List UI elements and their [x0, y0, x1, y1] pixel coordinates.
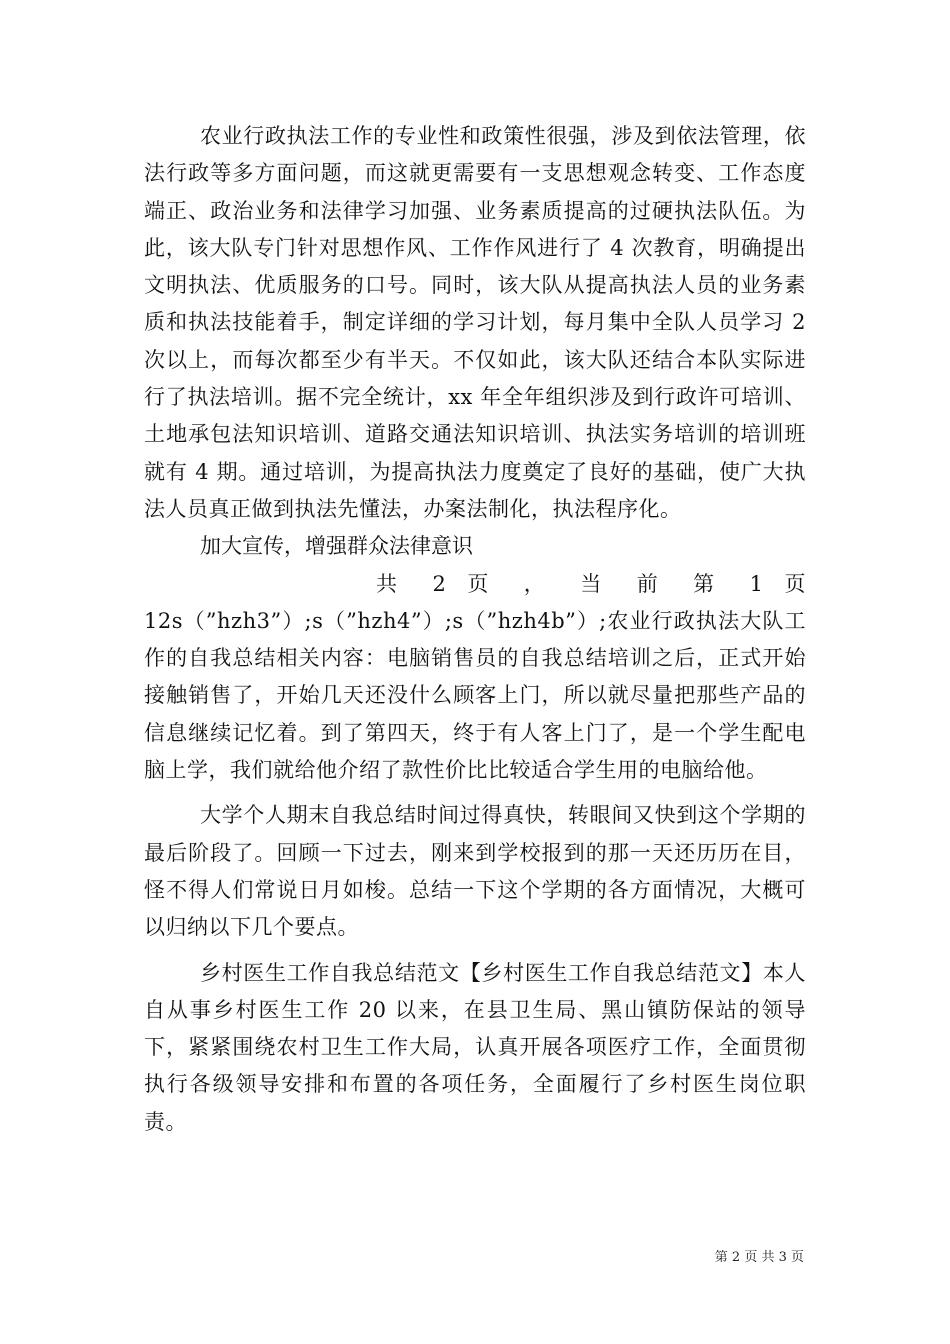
paragraph-gap: [144, 789, 806, 797]
paragraph-university-summary: 大学个人期末自我总结时间过得真快，转眼间又快到这个学期的最后阶段了。回顾一下过去，刚来到学校报到的那一天还历历在目，怪不得人们常说日月如梭。总结一下这个学期的各方面情况，大概可以归纳以下几个要点。: [144, 803, 806, 940]
document-body: [144, 118, 806, 1141]
paragraph-law-enforcement-training: 农业行政执法工作的专业性和政策性很强，涉及到依法管理，依法行政等多方面问题，而这就更需要有一支思想观念转变、工作态度端正、政治业务和法律学习加强、业务素质提高的过硬执法队伍。为此，该大队专门针对思想作风、工作作风进行了 4 次教育，明确提出文明执法、优质服务的口号。同时，该大队从提高执法人员的业务素质和执法技能着手，制定详细的学习计划，每月集中全队人员学习 2 次以上，而每次都至少有半天。不仅如此，该大队还结合本队实际进行了执法培训。据不完全统计，xx 年全年组织涉及到行政许可培训、土地承包法知识培训、道路交通法知识培训、执法实务培训的培训班就有 4 期。通过培训，为提高执法力度奠定了良好的基础，使广大执法人员真正做到执法先懂法，办案法制化，执法程序化。: [144, 124, 806, 521]
paragraph-gap: [144, 947, 806, 955]
page-footer: 第 2 页 共 3 页: [714, 1250, 804, 1265]
paragraph-sales-summary: 12s（”hzh3”）;s（”hzh4”）;s（”hzh4b”）;农业行政执法大队工作的自我总结相关内容：电脑销售员的自我总结培训之后，正式开始接触销售了，开始几天还没什么顾客上门，所以就尽量把那些产品的信息继续记忆着。到了第四天，终于有人客上门了，是一个学生配电脑上学，我们就给他介绍了款性价比比较适合学生用的电脑给他。: [144, 608, 806, 783]
paragraph-village-doctor: 乡村医生工作自我总结范文【乡村医生工作自我总结范文】本人自从事乡村医生工作 20 以来，在县卫生局、黑山镇防保站的领导下，紧紧围绕农村卫生工作大局，认真开展各项医疗工作，全面贯彻执行各级领导安排和布置的各项任务，全面履行了乡村医生岗位职责。: [144, 960, 806, 1134]
section-heading-publicity: 加大宣传，增强群众法律意识: [200, 534, 473, 559]
page-count-indicator: 共 2 页 ， 当 前 第 1 页: [376, 571, 806, 596]
